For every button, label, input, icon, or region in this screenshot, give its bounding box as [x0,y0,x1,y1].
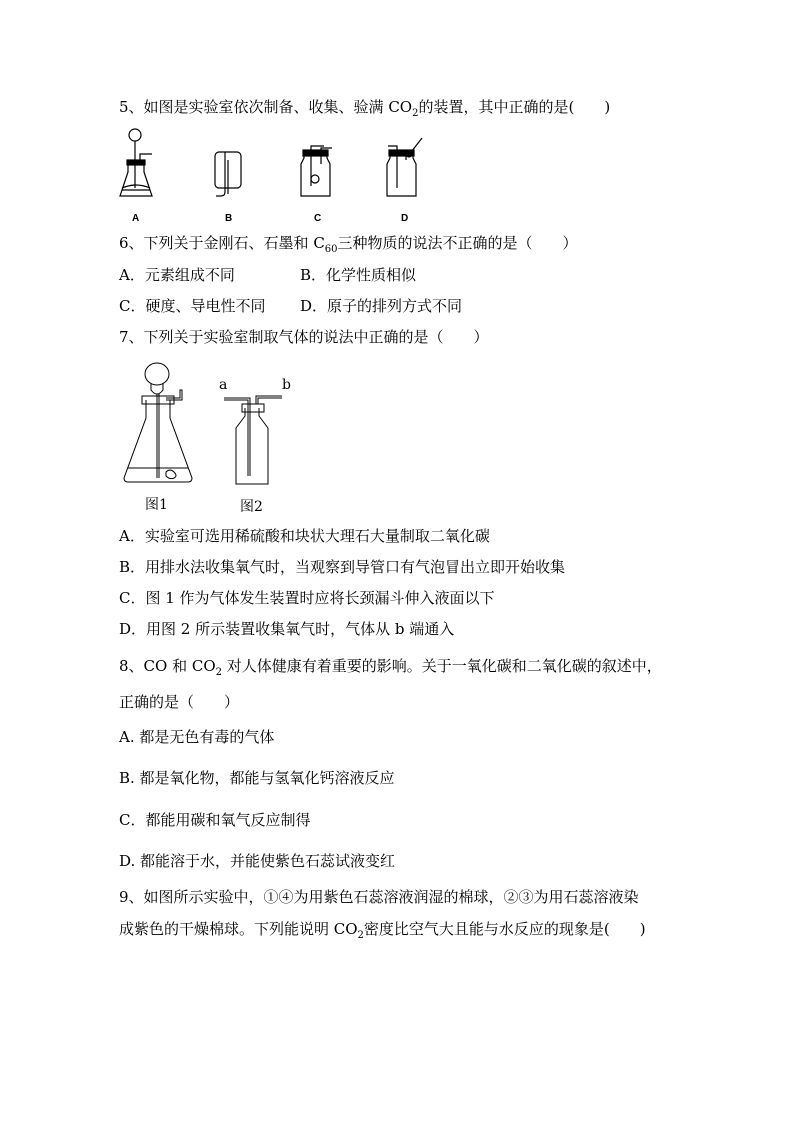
q8-option-c: C．都能用碳和氧气反应制得 [119,811,311,829]
q6-stem [119,233,578,253]
q5-label-c: C [314,213,322,224]
q7-port-b-label: b [282,377,291,393]
q5-apparatus-d [387,138,422,196]
q6-stem-subscript: 60 [324,244,338,255]
q7-fig1-flask [124,363,192,482]
q5-stem-subscript: 2 [412,108,419,119]
q5-stem [119,97,610,117]
q9-stem-text-end: 密度比空气大且能与水反应的现象是( ) [363,920,646,938]
q7-option-d: D．用图 2 所示装置收集氧气时，气体从 b 端通入 [119,620,455,638]
q6-stem-text-end: 三种物质的说法不正确的是（ ） [337,234,578,252]
q5-label-b: B [225,213,233,224]
q7-fig2-caption: 图2 [240,499,263,515]
q8-option-d: D. 都能溶于水，并能使紫色石蕊试液变红 [119,852,396,870]
q5-apparatus-c [301,146,332,196]
q9-stem-subscript: 2 [357,930,364,941]
q8-option-a: A. 都是无色有毒的气体 [119,728,275,746]
q6-stem-text: 6、下列关于金刚石、石墨和 C [119,234,325,252]
q5-apparatus-b [215,152,241,196]
q6-option-a: A．元素组成不同 [119,266,235,284]
q5-apparatus-figure [118,124,428,224]
q8-stem-line1 [119,656,662,676]
q7-option-c: C．图 1 作为气体发生装置时应将长颈漏斗伸入液面以下 [119,589,495,607]
q7-fig1-caption: 图1 [145,497,168,513]
q7-stem: 7、下列关于实验室制取气体的说法中正确的是（ ） [119,328,489,346]
q7-port-a-label: a [219,377,228,393]
q9-stem-line1: 9、如图所示实验中，①④为用紫色石蕊溶液润湿的棉球，②③为用石蕊溶液染 [119,888,639,906]
q6-option-c: C．硬度、导电性不同 [119,297,266,315]
q7-option-b: B．用排水法收集氧气时，当观察到导管口有气泡冒出立即开始收集 [119,558,566,576]
q8-stem-text: 8、CO 和 CO [119,657,216,675]
q6-option-d: D．原子的排列方式不同 [300,297,463,315]
q7-figures [120,360,300,490]
q8-stem-subscript: 2 [215,667,223,678]
q9-stem-text: 成紫色的干燥棉球。下列能说明 CO [119,920,358,938]
q9-stem-line2 [119,919,646,939]
q8-option-b: B. 都是氧化物，都能与氢氧化钙溶液反应 [119,769,395,787]
q5-stem-text-end: 的装置，其中正确的是( ) [418,98,611,116]
q8-stem-text-end: 对人体健康有着重要的影响。关于一氧化碳和二氧化碳的叙述中， [222,657,662,675]
q5-apparatus-a [120,129,152,196]
q8-stem-line2: 正确的是（ ） [119,693,240,711]
q6-option-b: B．化学性质相似 [300,266,417,284]
q7-option-a: A．实验室可选用稀硫酸和块状大理石大量制取二氧化碳 [119,527,490,545]
q5-label-a: A [132,213,140,224]
q5-stem-text: 5、如图是实验室依次制备、收集、验满 CO [119,98,413,116]
q7-fig2-bottle [224,396,282,484]
q5-label-d: D [401,213,409,224]
